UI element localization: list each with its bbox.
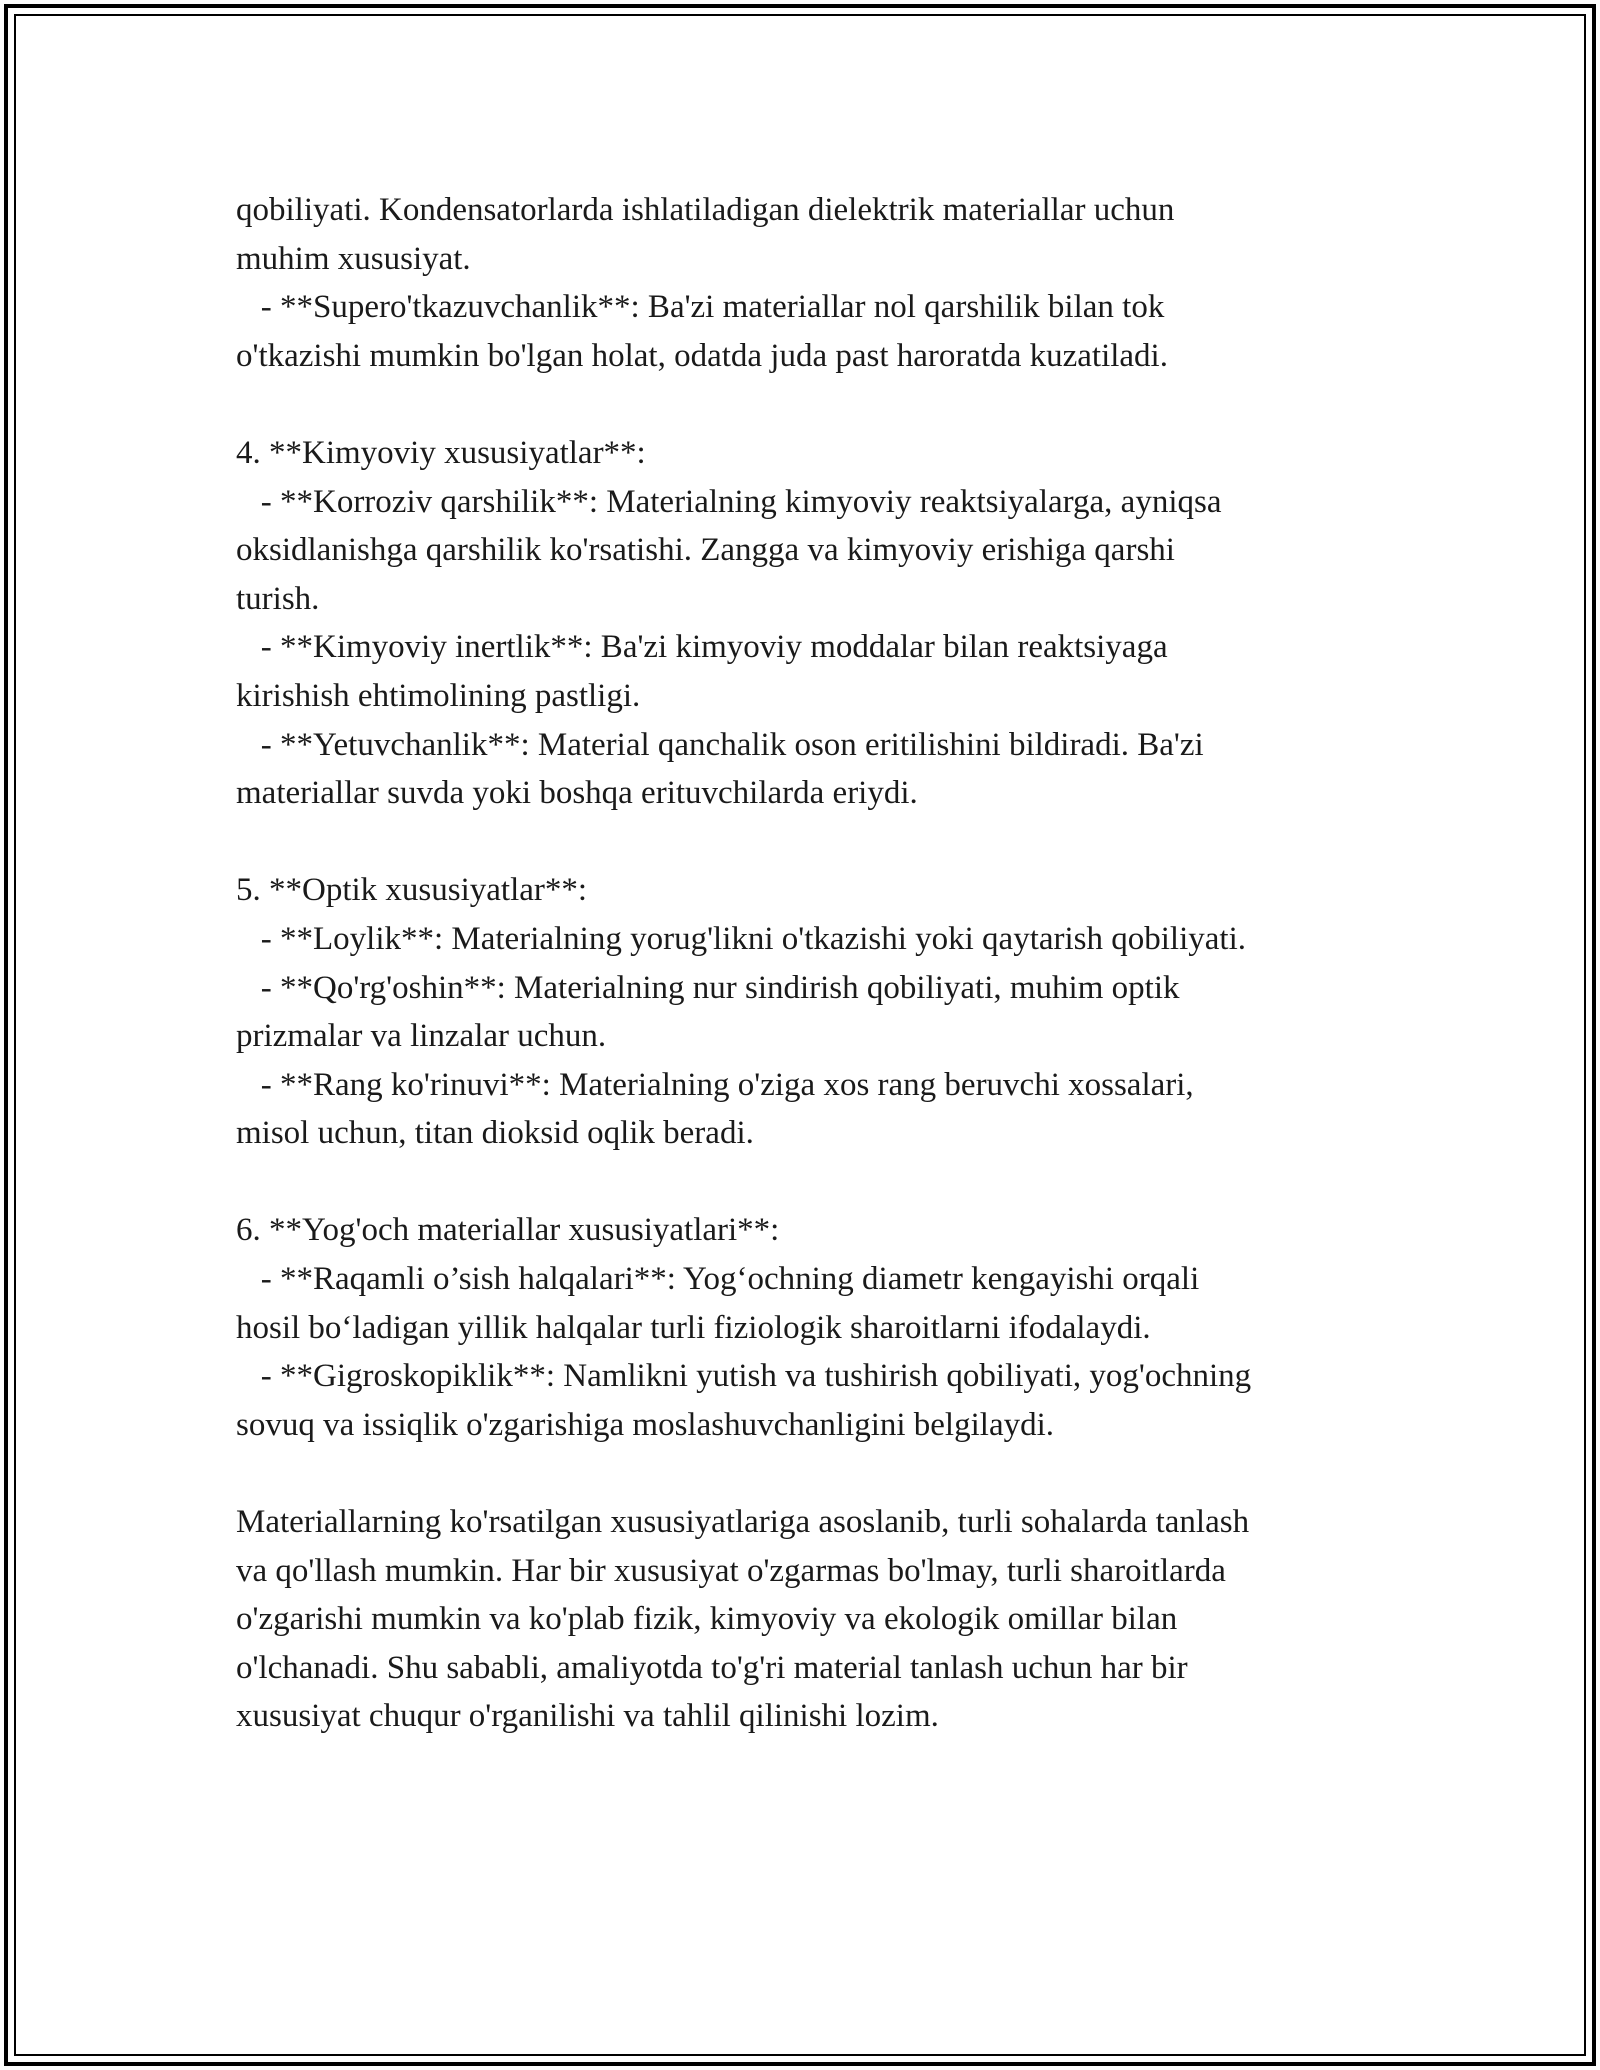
text-line: - **Yetuvchanlik**: Material qanchalik oson eritilishini bildiradi. Ba'zi — [236, 726, 1204, 763]
text-line: o'zgarishi mumkin va ko'plab fizik, kimyoviy va ekologik omillar bilan — [236, 1601, 1178, 1638]
text-line: 6. **Yog'och materiallar xususiyatlari**: — [236, 1212, 780, 1249]
text-line: kirishish ehtimolining pastligi. — [236, 677, 641, 714]
text-line: - **Rang ko'rinuvi**: Materialning o'ziga xos rang beruvchi xossalari, — [236, 1066, 1194, 1103]
text-line: qobiliyati. Kondensatorlarda ishlatiladigan dielektrik materiallar uchun — [236, 192, 1175, 228]
text-line: sovuq va issiqlik o'zgarishiga moslashuvchanligini belgilaydi. — [236, 1406, 1055, 1443]
text-line: - **Supero'tkazuvchanlik**: Ba'zi materiallar nol qarshilik bilan tok — [236, 289, 1165, 326]
text-line: 5. **Optik xususiyatlar**: — [236, 872, 588, 909]
text-line: prizmalar va linzalar uchun. — [236, 1018, 607, 1055]
text-line: o'tkazishi mumkin bo'lgan holat, odatda juda past haroratda kuzatiladi. — [236, 337, 1168, 374]
text-line: xususiyat chuqur o'rganilishi va tahlil qilinishi lozim. — [236, 1698, 939, 1735]
blank-line — [236, 1449, 1416, 1498]
text-line: muhim xususiyat. — [236, 240, 471, 277]
text-line: misol uchun, titan dioksid oqlik beradi. — [236, 1115, 754, 1152]
text-line: va qo'llash mumkin. Har bir xususiyat o'zgarmas bo'lmay, turli sharoitlarda — [236, 1552, 1226, 1589]
text-line: oksidlanishga qarshilik ko'rsatishi. Zangga va kimyoviy erishiga qarshi — [236, 532, 1175, 569]
text-line: - **Korroziv qarshilik**: Materialning kimyoviy reaktsiyalarga, ayniqsa — [236, 483, 1222, 520]
text-line: hosil bo‘ladigan yillik halqalar turli fiziologik sharoitlarni ifodalaydi. — [236, 1309, 1151, 1346]
text-line: Materiallarning ko'rsatilgan xususiyatlariga asoslanib, turli sohalarda tanlash — [236, 1504, 1250, 1541]
text-line: materiallar suvda yoki boshqa erituvchilarda eriydi. — [236, 775, 918, 812]
text-line: - **Loylik**: Materialning yorug'likni o'tkazishi yoki qaytarish qobiliyati. — [236, 920, 1246, 957]
text-line: 4. **Kimyoviy xususiyatlar**: — [236, 434, 646, 471]
text-line: - **Kimyoviy inertlik**: Ba'zi kimyoviy moddalar bilan reaktsiyaga — [236, 629, 1168, 666]
text-line: - **Qo'rg'oshin**: Materialning nur sindirish qobiliyati, muhim optik — [236, 969, 1180, 1006]
blank-line — [236, 818, 1416, 867]
document-body — [236, 186, 1416, 1741]
text-line: - **Raqamli o’sish halqalari**: Yog‘ochning diametr kengayishi orqali — [236, 1261, 1200, 1298]
blank-line — [236, 380, 1416, 429]
blank-line — [236, 1158, 1416, 1207]
text-line: o'lchanadi. Shu sababli, amaliyotda to'g'ri material tanlash uchun har bir — [236, 1649, 1188, 1686]
text-line: turish. — [236, 580, 320, 617]
text-line: - **Gigroskopiklik**: Namlikni yutish va tushirish qobiliyati, yog'ochning — [236, 1358, 1252, 1395]
